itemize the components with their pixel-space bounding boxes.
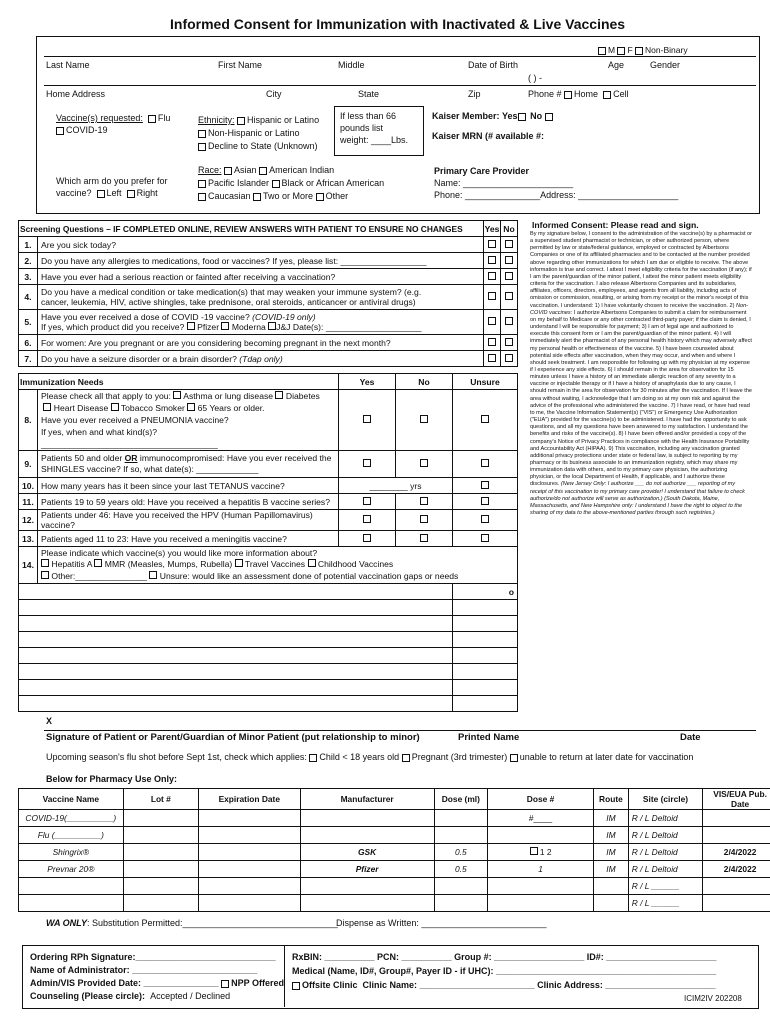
consent-title: Informed Consent: Please read and sign. <box>532 220 699 230</box>
table-row: Flu (__________) IM R / L Deltoid <box>19 827 770 844</box>
table-row: 1. Are you sick today? <box>19 237 518 253</box>
administrator-name[interactable]: Name of Administrator: _________________________ <box>30 965 258 975</box>
age-label: Age <box>608 60 625 70</box>
arm-question: Which arm do you prefer for <box>56 176 168 186</box>
table-row: 13. Patients aged 11 to 23: Have you received a meningitis vaccine? <box>19 531 518 547</box>
screening-table <box>18 220 518 367</box>
table-row: 7. Do you have a seizure disorder or a brain disorder? (Tdap only) <box>19 351 518 367</box>
insurance-line[interactable]: RxBIN: __________ PCN: __________ Group #: __________________ ID#: ______________________ <box>292 952 717 962</box>
table-row: 14. Please indicate which vaccine(s) you would like more information about? Hepatitis A MMR (Measles, Mumps, Rubella) Travel Vaccines Childhood Vaccines Other:_______________ Unsure: would like an assessment done of potential vaccination gaps or needs <box>19 547 518 584</box>
race-row3[interactable]: Caucasian Two or More Other <box>198 191 348 201</box>
admin-vis-date[interactable]: Admin/VIS Provided Date: _______________ NPP Offered <box>30 978 284 988</box>
counseling[interactable]: Counseling (Please circle): Accepted / Declined <box>30 991 231 1001</box>
table-row: 5. Have you ever received a dose of COVID -19 vaccine? (COVID-19 only) If yes, which product did you receive? Pfizer Moderna J&J Date(s): ____________________ <box>19 310 518 335</box>
gender-options[interactable]: M F Non-Binary <box>598 45 688 55</box>
table-row: 2. Do you have any allergies to medications, food or vaccines? If yes, please list: __________________ <box>19 253 518 269</box>
vaccine-requested[interactable]: Vaccine(s) requested: Flu <box>56 113 171 123</box>
kaiser-member[interactable]: Kaiser Member: Yes No <box>432 111 555 121</box>
signature-label[interactable]: Signature of Patient or Parent/Guardian of Minor Patient (put relationship to minor) <box>46 732 420 743</box>
table-row <box>19 600 518 616</box>
pcp-label: Primary Care Provider <box>434 166 530 176</box>
table-row <box>19 664 518 680</box>
table-row: 12. Patients under 46: Have you received the HPV (Human Papillomavirus) vaccine? <box>19 510 518 531</box>
table-row: Prevnar 20® Pfizer 0.5 1 IM R / L Deltoid 2/4/2022 <box>19 861 770 878</box>
table-row: 4. Do you have a medical condition or take medication(s) that may weaken your immune system? (e.g. cancer, leukemia, HIV, active shingles, take prednisone, oral steroids, anticancer or antiviral drugs) <box>19 285 518 310</box>
printed-name-label[interactable]: Printed Name <box>458 732 520 743</box>
medical-line[interactable]: Medical (Name, ID#, Group#, Payer ID - if UHC): ____________________________________________ <box>292 966 717 976</box>
table-row: Vaccine Name Lot # Expiration Date Manufacturer Dose (ml) Dose # Route Site (circle) VIS/EUA Pub. Date <box>19 789 770 810</box>
form-code: ICIM2IV 202208 <box>684 994 742 1003</box>
table-row <box>19 648 518 664</box>
vaccine-covid-option[interactable]: COVID-19 <box>56 125 108 135</box>
dispense-as-written[interactable]: Dispense as Written: _________________________ <box>336 918 547 928</box>
table-row <box>19 632 518 648</box>
table-row: 9. Patients 50 and older OR immunocompromised: Have you ever received the SHINGLES vaccine? If so, what date(s): _____________ <box>19 451 518 478</box>
zip-label: Zip <box>468 89 481 99</box>
clinic-line[interactable]: Offsite Clinic Clinic Name: _______________________ Clinic Address: ______________________ <box>292 980 715 990</box>
pcp-phone[interactable]: Phone: _______________Address: ____________________ <box>434 190 679 200</box>
table-row <box>19 680 518 696</box>
rph-signature[interactable]: Ordering RPh Signature:____________________________ <box>30 952 276 962</box>
pharmacy-table <box>18 788 770 912</box>
table-row: R / L ______ <box>19 878 770 895</box>
table-row <box>19 696 518 712</box>
pcp-name[interactable]: Name: ______________________ <box>434 178 574 188</box>
race-row2[interactable]: Pacific Islander Black or African American <box>198 178 384 188</box>
ethnicity-opt2[interactable]: Non-Hispanic or Latino <box>198 128 300 138</box>
gender-label: Gender <box>650 60 681 70</box>
ethnicity-opt1[interactable]: Ethnicity: Hispanic or Latino <box>198 115 320 125</box>
table-row: 8. Please check all that apply to you: Asthma or lung disease Diabetes Heart Disease Tobacco Smoker 65 Years or older. Have you ever received a PNEUMONIA vaccine? If yes, when and what kind(s)? _____________________________________ <box>19 390 518 451</box>
weight-text[interactable]: If less than 66 pounds list weight: ____Lbs. <box>340 111 409 145</box>
phone-format: ( ) - <box>528 73 542 83</box>
table-row: o <box>19 584 518 600</box>
pharmacy-use-label: Below for Pharmacy Use Only: <box>46 774 178 784</box>
ethnicity-opt3[interactable]: Decline to State (Unknown) <box>198 141 318 151</box>
arm-options[interactable]: vaccine? Left Right <box>56 188 158 198</box>
table-row: COVID-19(__________) #____ IM R / L Deltoid <box>19 810 770 827</box>
table-row: 6. For women: Are you pregnant or are you considering becoming pregnant in the next month? <box>19 335 518 351</box>
table-row: Screening Questions – IF COMPLETED ONLINE, REVIEW ANSWERS WITH PATIENT TO ENSURE NO CHANGES Yes No <box>19 221 518 237</box>
signature-x: X <box>46 716 53 726</box>
state-label: State <box>358 89 380 99</box>
consent-text: By my signature below, I consent to the administration of the vaccine(s) by a pharmacist or a supervised student pharmacist or technician, or other authorized person, where permitted by law or state/federal guidance, employed or contracted by Albertsons Companies or one of its affiliated pharmacies and to be contacted at the number provided above regarding other immunizations for which I am due or eligible to receive. The above information is true and correct. I attest I meet eligibility criteria for the vaccination (if any); if I am the parent/guardian of the minor patient, I attest the minor patient meets eligibility criteria for the vaccination. I also release Albertsons Companies and its subsidiaries, affiliates, officers, directors, employees, and agents from all liability, including acts of omission or commission, resulting, or arising from my receipt or the minor's receipt of this vaccination. I understand: 1) I have voluntarily chosen to receive the vaccination. 2) Non-COVID vaccines: I authorize Albertsons Companies to submit a claim for reimbursement on my behalf to Medicare or any other contracted third-party payer; if the claim is denied, I understand I will be responsible for payment; 3) I am of legal age and authorized to execute this consent form or I am the parent/guardian of the minor patient. 4) I will immediately alert the pharmacist of any personal health history which may adversely affect my personal health or effectiveness of the vaccine. 5) I have been counseled about potential side effects after vaccination, when they may occur, and when and where I should seek treatment. I am responsible for following up with my physician at my expense if I experience any side effects. 6) I should remain in the area for observation for 15 minutes unless I have a history of an immediate allergic reaction of any severity to a vaccine or injectable therapy or if I have a history of anaphylaxis due to any cause, I should remain in the area for observation for 30 minutes after the vaccination. If I leave the area without waiting, I acknowledge that I am doing so at my own risk and against the advice of the professional who administered the vaccine. 7) I have read, or have had read to me, the Vaccine Information Statement(s) ("VIS") or Emergency Use Authorization ("EUA") provided for the vaccine(s) to be administered. I have had the opportunity to ask questions, and all my questions have been answered to my satisfaction. I understand the benefits and risks of the vaccine(s). 8) I have been offered and/or provided a copy of the company's Notice of Privacy Practices in compliance with the Health Insurance Portability and Accountability Act (HIPAA). 9) This vaccination, including any vaccination granted additional privacy protections under state or federal law, is subject to reporting by my pharmacy or its business associate to an immunization registry, which may share my immunization data with others, and to my primary care physician, the authorizing physician, or the local Department of Health, if applicable, and I authorize these disclosures. (New Jersey Only: I authorize ___ do not authorize ___ reporting of my receipt of this vaccination to my primary care provider! I understand that failure to check authorize/do not authorize will serve as authorization.) (South Dakota, Maine, Massachusetts, and New Hampshire only: I understand I have the right to object to the sharing of my data to the above-mentioned parties through such registries.) <box>530 231 753 517</box>
table-row <box>19 616 518 632</box>
page-title: Informed Consent for Immunization with Inactivated & Live Vaccines <box>170 16 626 32</box>
race-row1[interactable]: Race: Asian American Indian <box>198 165 335 175</box>
middle-label: Middle <box>338 60 365 70</box>
first-name-label: First Name <box>218 60 263 70</box>
immunization-table <box>18 373 518 712</box>
flu-options[interactable]: Upcoming season's flu shot before Sept 1st, check which applies: Child < 18 years old Pregnant (3rd trimester) unable to return at later date for vaccination <box>46 752 694 762</box>
table-row: 3. Have you ever had a serious reaction or fainted after receiving a vaccination? <box>19 269 518 285</box>
date-label[interactable]: Date <box>680 732 701 743</box>
home-address-label: Home Address <box>46 89 106 99</box>
table-row: 10. How many years has it been since your last TETANUS vaccine? ________ yrs <box>19 478 518 494</box>
city-label: City <box>266 89 282 99</box>
phone-type[interactable]: Phone # Home Cell <box>528 89 629 99</box>
last-name-label: Last Name <box>46 60 90 70</box>
table-row: 11. Patients 19 to 59 years old: Have you received a hepatitis B vaccine series? <box>19 494 518 510</box>
wa-substitution[interactable]: WA ONLY: Substitution Permitted:_______________________________ <box>46 918 338 928</box>
table-row: Shingrix® GSK 0.5 1 2 IM R / L Deltoid 2/4/2022 <box>19 844 770 861</box>
table-row: R / L ______ <box>19 895 770 912</box>
table-row: Immunization Needs Yes No Unsure <box>19 374 518 390</box>
dob-label: Date of Birth <box>468 60 519 70</box>
kaiser-mrn[interactable]: Kaiser MRN (# available #: <box>432 131 545 141</box>
